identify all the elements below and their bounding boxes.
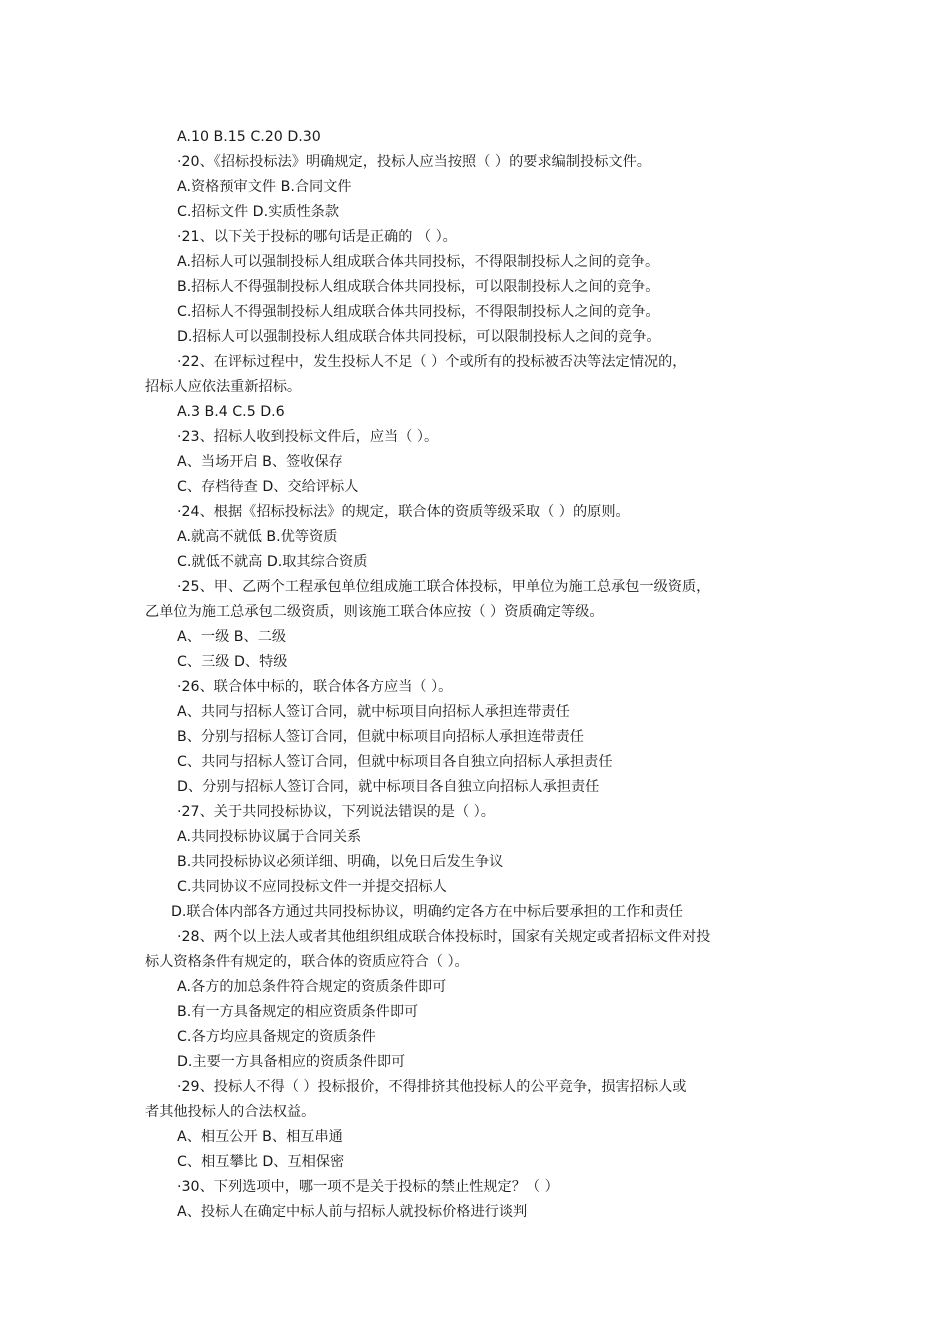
text-line: ·22、在评标过程中，发生投标人不足（ ）个或所有的投标被否决等法定情况的， [177,354,687,370]
text-line: 标人资格条件有规定的，联合体的资质应符合（ ）。 [145,954,469,970]
text-line: A、投标人在确定中标人前与招标人就投标价格进行谈判 [177,1204,528,1220]
text-line: C.各方均应具备规定的资质条件 [177,1029,376,1045]
text-line: B、分别与招标人签订合同，但就中标项目向招标人承担连带责任 [177,729,584,745]
text-line: ·25、甲、乙两个工程承包单位组成施工联合体投标，甲单位为施工总承包一级资质， [177,579,711,595]
text-line: C.招标文件 D.实质性条款 [177,204,340,220]
text-line: A、一级 B、二级 [177,629,287,645]
text-line: ·23、招标人收到投标文件后，应当（ ）。 [177,429,439,445]
text-line: A.3 B.4 C.5 D.6 [177,404,285,420]
text-line: ·30、下列选项中，哪一项不是关于投标的禁止性规定？（ ） [177,1179,559,1195]
text-line: ·27、关于共同投标协议，下列说法错误的是（ ）。 [177,804,495,820]
text-line: ·26、联合体中标的，联合体各方应当（ ）。 [177,679,453,695]
text-line: C、共同与招标人签订合同，但就中标项目各自独立向招标人承担责任 [177,754,613,770]
text-line: A.招标人可以强制投标人组成联合体共同投标，不得限制投标人之间的竞争。 [177,254,660,270]
text-line: ·21、以下关于投标的哪句话是正确的 （ ）。 [177,229,457,245]
text-line: B.共同投标协议必须详细、明确，以免日后发生争议 [177,854,504,870]
text-line: D.招标人可以强制投标人组成联合体共同投标，可以限制投标人之间的竞争。 [177,329,661,345]
text-line: A、当场开启 B、签收保存 [177,454,343,470]
text-line: A.10 B.15 C.20 D.30 [177,129,321,145]
text-line: C.就低不就高 D.取其综合资质 [177,554,368,570]
text-line: D、分别与招标人签订合同，就中标项目各自独立向招标人承担责任 [177,779,600,795]
text-line: ·24、根据《招标投标法》的规定，联合体的资质等级采取（ ）的原则。 [177,504,630,520]
text-line: A.资格预审文件 B.合同文件 [177,179,352,195]
text-line: 招标人应依法重新招标。 [145,379,302,395]
text-line: C、三级 D、特级 [177,654,288,670]
text-line: B.有一方具备规定的相应资质条件即可 [177,1004,419,1020]
text-line: A.共同投标协议属于合同关系 [177,829,362,845]
text-line: D.联合体内部各方通过共同投标协议，明确约定各方在中标后要承担的工作和责任 [171,904,683,920]
text-line: ·29、投标人不得（ ）投标报价，不得排挤其他投标人的公平竞争，损害招标人或 [177,1079,687,1095]
text-line: A.就高不就低 B.优等资质 [177,529,338,545]
text-line: A、相互公开 B、相互串通 [177,1129,343,1145]
text-line: C.招标人不得强制投标人组成联合体共同投标，不得限制投标人之间的竞争。 [177,304,660,320]
text-line: ·28、两个以上法人或者其他组织组成联合体投标时，国家有关规定或者招标文件对投 [177,929,711,945]
text-line: D.主要一方具备相应的资质条件即可 [177,1054,406,1070]
text-line: A.各方的加总条件符合规定的资质条件即可 [177,979,447,995]
text-line: B.招标人不得强制投标人组成联合体共同投标，可以限制投标人之间的竞争。 [177,279,660,295]
text-line: 者其他投标人的合法权益。 [145,1104,316,1120]
text-line: 乙单位为施工总承包二级资质，则该施工联合体应按（ ）资质确定等级。 [145,604,604,620]
text-line: C.共同协议不应同投标文件一并提交招标人 [177,879,447,895]
text-line: C、相互攀比 D、互相保密 [177,1154,345,1170]
text-line: C、存档待查 D、交给评标人 [177,479,359,495]
text-line: A、共同与招标人签订合同，就中标项目向招标人承担连带责任 [177,704,570,720]
text-line: ·20、《招标投标法》明确规定，投标人应当按照（ ）的要求编制投标文件。 [177,154,651,170]
